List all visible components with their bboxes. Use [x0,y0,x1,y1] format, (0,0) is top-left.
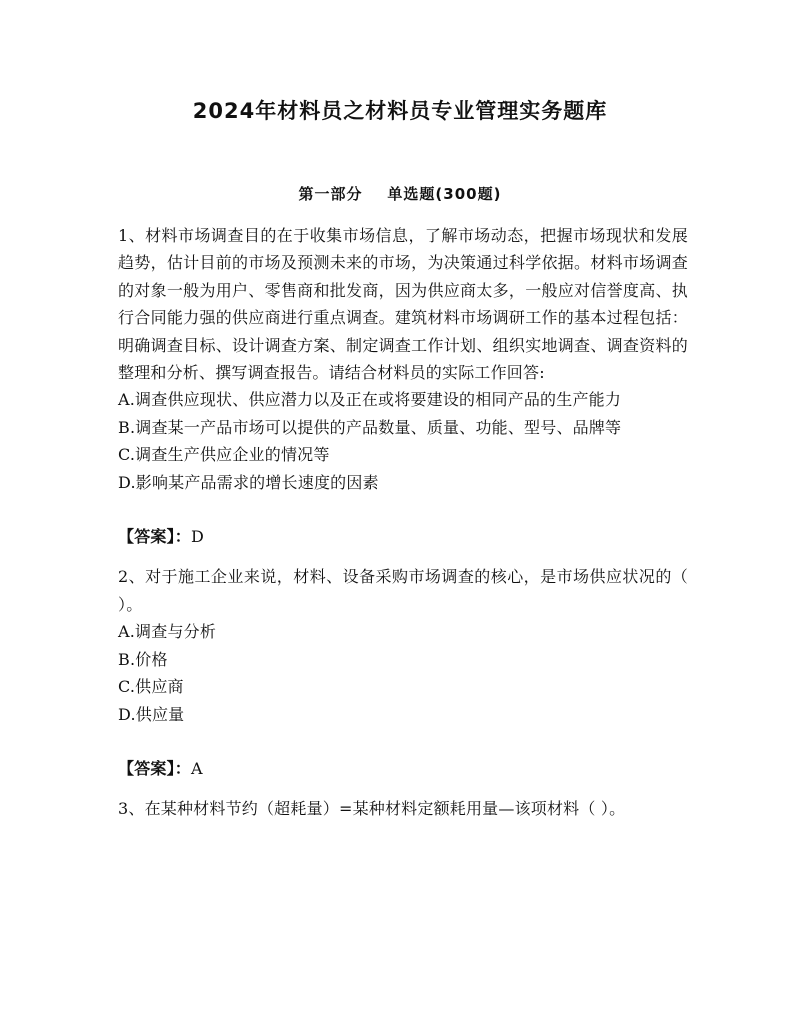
option-b: B.价格 [118,649,168,669]
section-heading: 第一部分 单选题(300题) [298,185,502,203]
answer-label: 【答案】： [118,758,192,778]
option-d: D.影响某产品需求的增长速度的因素 [118,472,379,492]
answer-label: 【答案】： [118,527,192,547]
option-d: D.供应量 [118,704,185,724]
option-a: A.调查与分析 [118,622,217,642]
question-item [118,563,688,782]
option-c: C.调查生产供应企业的情况等 [118,445,330,465]
question-list [118,222,688,823]
answer-value: D [191,527,205,547]
question-item [118,795,688,822]
option-a: A.调查供应现状、供应潜力以及正在或将要建设的相同产品的生产能力 [118,390,622,410]
answer-value: A [191,758,203,778]
document-title: 2024年材料员之材料员专业管理实务题库 [192,99,608,123]
question-item [118,222,688,550]
option-b: B.调查某一产品市场可以提供的产品数量、质量、功能、型号、品牌等 [118,417,622,437]
question-stem: 3、在某种材料节约（超耗量）=某种材料定额耗用量—该项材料（ ）。 [118,799,626,819]
option-c: C.供应商 [118,677,184,697]
answer-line [118,523,688,550]
answer-line [118,755,688,782]
question-stem: 1、材料市场调查目的在于收集市场信息，了解市场动态，把握市场现状和发展趋势，估计目前的市场及预测未来的市场，为决策通过科学依据。材料市场调查的对象一般为用户、零售商和批发商，因为供应商太多，一般应对信誉度高、执行合同能力强的供应商进行重点调查。建筑材料市场调研工作的基本过程包括：明确调查目标、设计调查方案、制定调查工作计划、组织实地调查、调查资料的整理和分析、撰写调查报告。请结合材料员的实际工作回答: [118,226,688,383]
question-stem: 2、对于施工企业来说，材料、设备采购市场调查的核心，是市场供应状况的（ ）。 [118,567,688,614]
